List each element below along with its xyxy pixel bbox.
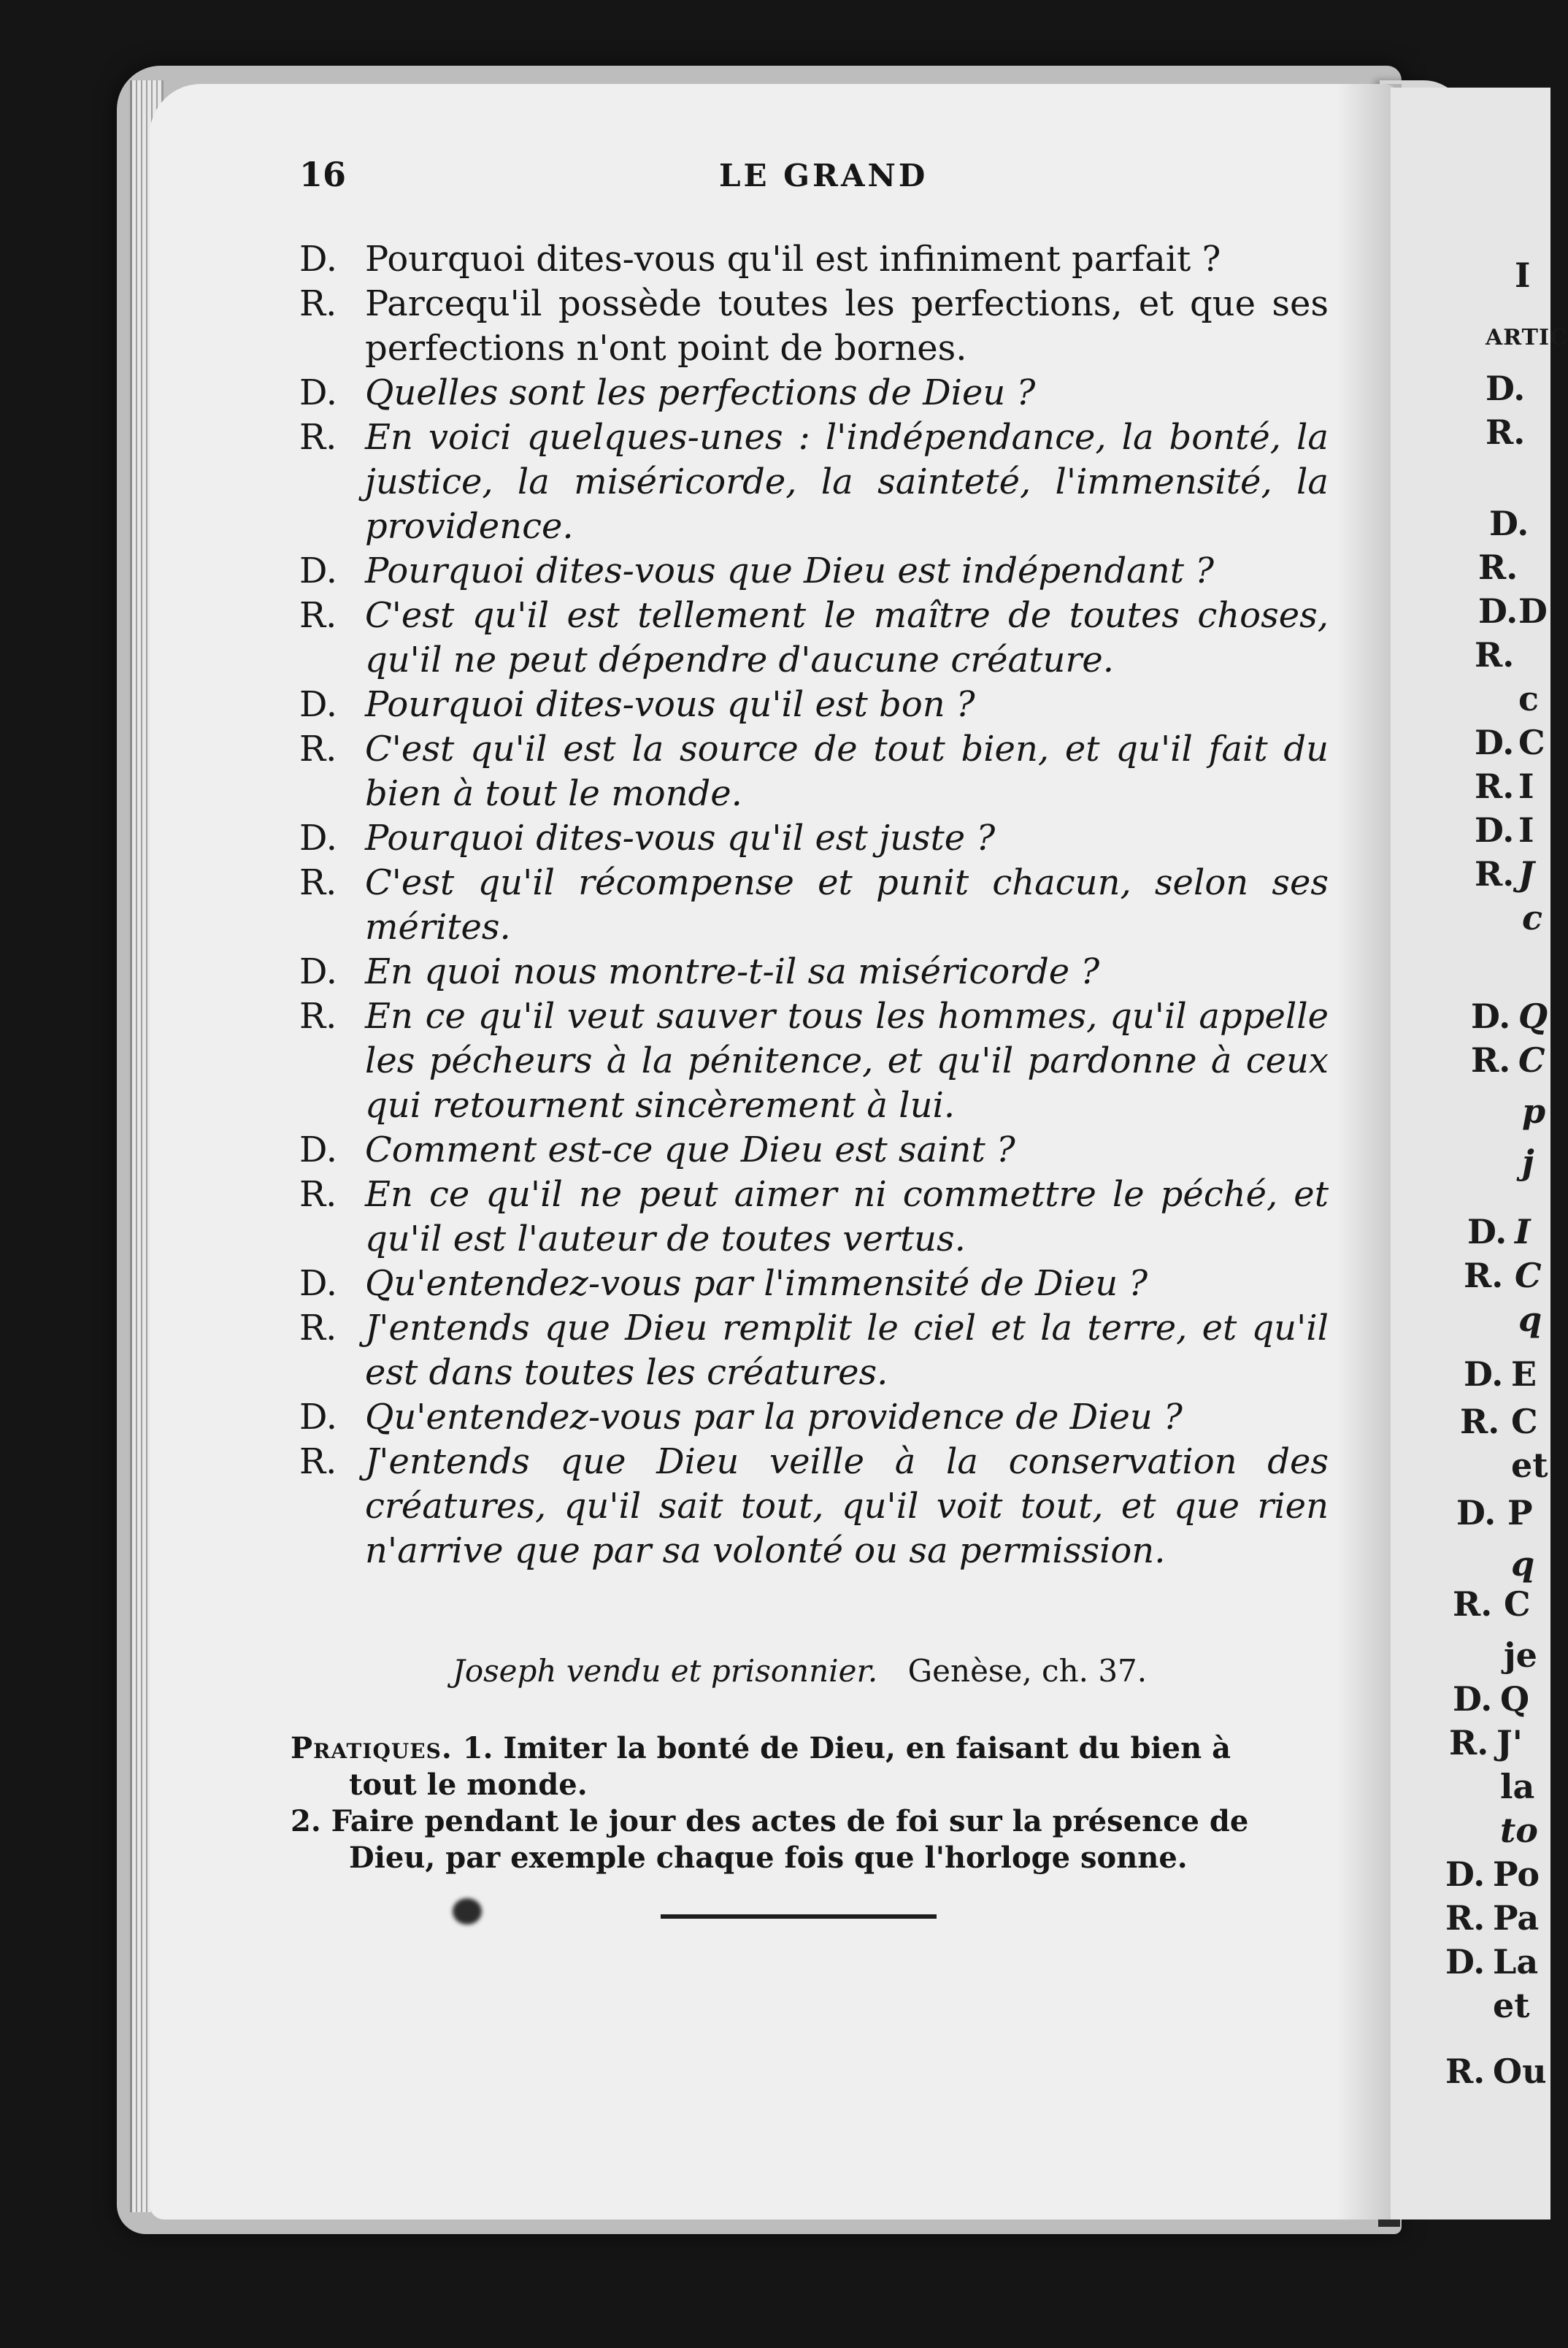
right-label: R. <box>1475 635 1515 675</box>
right-fragment: P <box>1507 1493 1533 1532</box>
right-header-letter: I <box>1515 256 1531 295</box>
qa-label: R. <box>299 1174 337 1215</box>
right-fragment: et <box>1511 1446 1548 1485</box>
qa-question <box>299 1128 1329 1173</box>
qa-question <box>299 237 1329 282</box>
qa-label: D. <box>299 1129 338 1170</box>
right-fragment: to <box>1500 1811 1538 1850</box>
qa-label: R. <box>299 862 337 903</box>
qa-label: R. <box>299 283 337 324</box>
right-fragment: Ou <box>1493 2052 1547 2091</box>
right-fragment: je <box>1504 1635 1537 1675</box>
qa-answer <box>299 994 1329 1128</box>
qa-text: Pourquoi dites-vous qu'il est bon ? <box>365 684 975 725</box>
qa-label: D. <box>299 684 338 725</box>
right-label: R. <box>1478 548 1518 587</box>
right-fragment: C <box>1504 1584 1531 1624</box>
right-label: D. <box>1467 1212 1507 1251</box>
right-page-margin-text <box>1391 88 1568 2220</box>
qa-answer <box>299 282 1329 371</box>
qa-answer <box>299 1306 1329 1395</box>
qa-answer <box>299 594 1329 683</box>
right-fragment: Q <box>1500 1679 1530 1719</box>
qa-text: C'est qu'il est tellement le maître de toutes choses, qu'il ne peut dépendre d'aucune créature. <box>365 595 1329 680</box>
right-fragment: I <box>1518 767 1534 806</box>
ink-blot <box>453 1898 482 1925</box>
right-fragment: p <box>1522 1091 1546 1131</box>
qa-question <box>299 816 1329 861</box>
right-fragment: C <box>1518 723 1545 762</box>
qa-answer <box>299 1173 1329 1262</box>
qa-label: D. <box>299 951 338 992</box>
qa-text: Parcequ'il possède toutes les perfections, et que ses perfections n'ont point de bornes. <box>365 283 1329 369</box>
right-fragment: J' <box>1496 1723 1523 1762</box>
practices-section <box>291 1730 1329 1876</box>
qa-label: D. <box>299 1263 338 1304</box>
right-label: D. <box>1453 1679 1493 1719</box>
right-label: D. <box>1456 1493 1496 1532</box>
right-label: D. <box>1478 591 1518 631</box>
practice-text: 2. Faire pendant le jour des actes de foi sur la présence de <box>291 1804 1249 1838</box>
qa-text: J'entends que Dieu remplit le ciel et la terre, et qu'il est dans toutes les créatures. <box>365 1308 1329 1393</box>
right-page <box>1391 88 1568 2220</box>
right-label: R. <box>1460 1402 1500 1441</box>
qa-label: D. <box>299 239 338 280</box>
right-fragment: et <box>1493 1986 1530 2025</box>
qa-text: C'est qu'il récompense et punit chacun, selon ses mérites. <box>365 862 1329 948</box>
right-label: D. <box>1489 504 1529 543</box>
right-fragment: La <box>1493 1942 1539 1981</box>
qa-text: J'entends que Dieu veille à la conservation des créatures, qu'il sait tout, qu'il voit tout, et que rien n'arrive que par sa volonté ou sa permission. <box>365 1441 1329 1571</box>
right-label: D. <box>1475 723 1515 762</box>
right-label: R. <box>1445 1898 1486 1938</box>
right-fragment: c <box>1518 679 1540 718</box>
practices-heading: Pratiques. <box>291 1731 453 1765</box>
right-fragment: Pa <box>1493 1898 1540 1938</box>
right-fragment: q <box>1511 1544 1535 1584</box>
right-label: R. <box>1475 767 1515 806</box>
qa-text: Pourquoi dites-vous qu'il est juste ? <box>365 818 996 859</box>
right-label: D. <box>1445 1854 1486 1894</box>
caption-reference: Genèse, ch. 37. <box>907 1653 1148 1689</box>
qa-answer <box>299 861 1329 950</box>
qa-label: D. <box>299 1397 338 1438</box>
right-label: R. <box>1464 1256 1504 1295</box>
illustration-caption <box>453 1653 1147 1689</box>
right-label: R. <box>1486 413 1526 452</box>
right-fragment: c <box>1522 898 1543 937</box>
qa-label: R. <box>299 729 337 770</box>
right-fragment: q <box>1518 1300 1542 1339</box>
qa-text: En ce qu'il veut sauver tous les hommes, qu'il appelle les pécheurs à la pénitence, et qu'il pardonne à ceux qui retournent sincèrement à lui. <box>365 996 1329 1126</box>
qa-question <box>299 950 1329 994</box>
right-fragment: I <box>1515 1212 1531 1251</box>
end-rule <box>661 1914 937 1919</box>
qa-text: En voici quelques-unes : l'indépendance, la bonté, la justice, la miséricorde, la sainteté, l'immensité, la providence. <box>365 417 1329 547</box>
qa-answer <box>299 1440 1329 1573</box>
qa-label: R. <box>299 1308 337 1348</box>
right-article: ARTIC <box>1486 325 1568 350</box>
practice-item-2-cont <box>291 1840 1329 1876</box>
practice-item-2 <box>291 1803 1329 1840</box>
qa-answer <box>299 415 1329 549</box>
qa-label: R. <box>299 417 337 458</box>
practice-item-1 <box>291 1730 1329 1767</box>
right-fragment: C <box>1511 1402 1538 1441</box>
qa-text: Qu'entendez-vous par l'immensité de Dieu ? <box>365 1263 1148 1304</box>
right-label: D. <box>1471 997 1511 1036</box>
right-fragment: Q <box>1518 997 1548 1036</box>
right-fragment: Po <box>1493 1854 1540 1894</box>
right-fragment: j <box>1522 1143 1534 1182</box>
qa-text: Qu'entendez-vous par la providence de Dieu ? <box>365 1397 1183 1438</box>
right-fragment: E <box>1511 1354 1537 1394</box>
right-label: D. <box>1464 1354 1504 1394</box>
qa-answer <box>299 727 1329 816</box>
right-label: R. <box>1445 2052 1486 2091</box>
right-fragment: I <box>1518 810 1534 850</box>
right-fragment: D <box>1518 591 1548 631</box>
qa-text: Pourquoi dites-vous que Dieu est indépendant ? <box>365 550 1214 591</box>
qa-text: C'est qu'il est la source de tout bien, et qu'il fait du bien à tout le monde. <box>365 729 1329 814</box>
qa-text: Comment est-ce que Dieu est saint ? <box>365 1129 1015 1170</box>
right-label: R. <box>1471 1040 1511 1080</box>
qa-label: D. <box>299 550 338 591</box>
qa-label: D. <box>299 818 338 859</box>
practice-text: 1. Imiter la bonté de Dieu, en faisant du bien à <box>462 1731 1231 1765</box>
caption-work: Joseph vendu et prisonnier. <box>453 1653 878 1689</box>
page-header <box>299 155 1358 199</box>
qa-question <box>299 1395 1329 1440</box>
qa-label: D. <box>299 372 338 413</box>
qa-text: En quoi nous montre-t-il sa miséricorde ? <box>365 951 1100 992</box>
right-fragment: J <box>1518 854 1534 894</box>
right-fragment: C <box>1515 1256 1542 1295</box>
qa-text: Quelles sont les perfections de Dieu ? <box>365 372 1036 413</box>
catechism-qa-list <box>299 237 1329 1573</box>
qa-question <box>299 1262 1329 1306</box>
qa-label: R. <box>299 595 337 636</box>
right-label: D. <box>1445 1942 1486 1981</box>
practice-item-1-cont <box>291 1767 1329 1803</box>
right-label: R. <box>1453 1584 1493 1624</box>
right-label: D. <box>1475 810 1515 850</box>
right-label: R. <box>1449 1723 1489 1762</box>
qa-question <box>299 683 1329 727</box>
practice-text: Dieu, par exemple chaque fois que l'horloge sonne. <box>349 1841 1188 1875</box>
qa-text: En ce qu'il ne peut aimer ni commettre le péché, et qu'il est l'auteur de toutes vertus. <box>365 1174 1329 1259</box>
qa-label: R. <box>299 996 337 1037</box>
practice-text: tout le monde. <box>349 1768 588 1802</box>
page-number: 16 <box>299 155 347 194</box>
right-fragment: la <box>1500 1767 1535 1806</box>
right-label: R. <box>1475 854 1515 894</box>
running-head: LE GRAND <box>719 158 929 193</box>
right-fragment: C <box>1518 1040 1545 1080</box>
qa-question <box>299 371 1329 415</box>
qa-label: R. <box>299 1441 337 1482</box>
qa-question <box>299 549 1329 594</box>
right-label: D. <box>1486 369 1526 408</box>
qa-text: Pourquoi dites-vous qu'il est infiniment parfait ? <box>365 239 1221 280</box>
